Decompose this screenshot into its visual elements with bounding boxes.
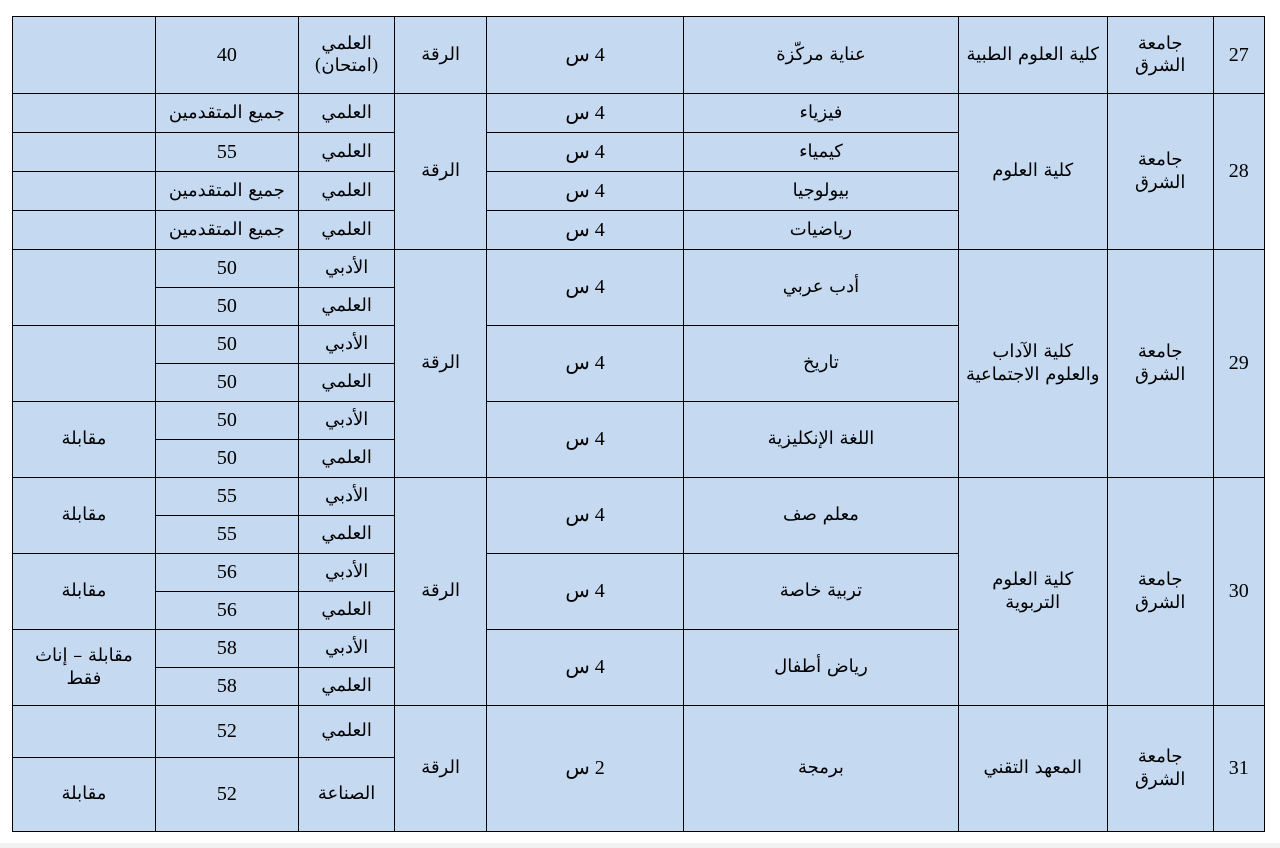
duration-cell: 4 س — [486, 94, 683, 133]
note-cell: مقابلة — [13, 758, 156, 832]
duration-cell: 2 س — [486, 706, 683, 832]
program-cell: بيولوجيا — [684, 172, 958, 211]
page-bottom-strip — [0, 843, 1280, 848]
table-row — [13, 17, 1265, 94]
city-cell: الرقة — [395, 478, 486, 706]
college-cell: كلية العلوم الطبية — [958, 17, 1107, 94]
branch-cell: العلمي — [298, 440, 395, 478]
score-cell: 50 — [155, 440, 298, 478]
university-cell: جامعة الشرق — [1107, 250, 1213, 478]
branch-cell: العلمي — [298, 211, 395, 250]
program-cell: فيزياء — [684, 94, 958, 133]
note-cell — [13, 250, 156, 326]
college-cell: المعهد التقني — [958, 706, 1107, 832]
university-cell: جامعة الشرق — [1107, 17, 1213, 94]
score-cell: 50 — [155, 288, 298, 326]
table-row — [13, 250, 1265, 288]
program-cell: أدب عربي — [684, 250, 958, 326]
branch-cell: العلمي — [298, 364, 395, 402]
branch-cell: العلمي — [298, 668, 395, 706]
duration-cell: 4 س — [486, 478, 683, 554]
university-cell: جامعة الشرق — [1107, 706, 1213, 832]
note-cell — [13, 211, 156, 250]
row-number: 27 — [1213, 17, 1264, 94]
city-cell: الرقة — [395, 17, 486, 94]
branch-cell: الأدبي — [298, 630, 395, 668]
city-cell: الرقة — [395, 706, 486, 832]
branch-cell: الأدبي — [298, 326, 395, 364]
city-cell: الرقة — [395, 94, 486, 250]
university-cell: جامعة الشرق — [1107, 94, 1213, 250]
program-cell: معلم صف — [684, 478, 958, 554]
branch-cell: العلمي — [298, 706, 395, 758]
note-cell — [13, 17, 156, 94]
score-cell: 52 — [155, 758, 298, 832]
college-cell: كلية العلوم التربوية — [958, 478, 1107, 706]
score-cell: 56 — [155, 592, 298, 630]
program-cell: رياض أطفال — [684, 630, 958, 706]
score-cell: 55 — [155, 478, 298, 516]
score-cell: 50 — [155, 364, 298, 402]
branch-cell: الصناعة — [298, 758, 395, 832]
note-cell — [13, 172, 156, 211]
score-cell: جميع المتقدمين — [155, 211, 298, 250]
row-number: 31 — [1213, 706, 1264, 832]
branch-cell: العلمي — [298, 133, 395, 172]
program-cell: تاريخ — [684, 326, 958, 402]
college-cell: كلية الآداب والعلوم الاجتماعية — [958, 250, 1107, 478]
score-cell: 50 — [155, 326, 298, 364]
duration-cell: 4 س — [486, 17, 683, 94]
score-cell: 50 — [155, 402, 298, 440]
duration-cell: 4 س — [486, 172, 683, 211]
program-cell: كيمياء — [684, 133, 958, 172]
score-cell: 50 — [155, 250, 298, 288]
score-cell: 58 — [155, 668, 298, 706]
duration-cell: 4 س — [486, 326, 683, 402]
duration-cell: 4 س — [486, 133, 683, 172]
note-cell: مقابلة — [13, 402, 156, 478]
table-row — [13, 94, 1265, 133]
program-cell: عناية مركّزة — [684, 17, 958, 94]
note-cell — [13, 94, 156, 133]
row-number: 30 — [1213, 478, 1264, 706]
score-cell: 55 — [155, 516, 298, 554]
note-cell — [13, 326, 156, 402]
program-cell: اللغة الإنكليزية — [684, 402, 958, 478]
table-row — [13, 706, 1265, 758]
score-cell: جميع المتقدمين — [155, 94, 298, 133]
branch-cell: العلمي — [298, 592, 395, 630]
note-cell: مقابلة – إناث فقط — [13, 630, 156, 706]
program-cell: رياضيات — [684, 211, 958, 250]
note-cell — [13, 706, 156, 758]
city-cell: الرقة — [395, 250, 486, 478]
admissions-table-container — [12, 16, 1265, 832]
row-number: 28 — [1213, 94, 1264, 250]
college-cell: كلية العلوم — [958, 94, 1107, 250]
branch-cell: العلمي — [298, 172, 395, 211]
branch-cell: العلمي — [298, 516, 395, 554]
duration-cell: 4 س — [486, 402, 683, 478]
branch-cell: الأدبي — [298, 478, 395, 516]
score-cell: 55 — [155, 133, 298, 172]
branch-cell: الأدبي — [298, 554, 395, 592]
duration-cell: 4 س — [486, 211, 683, 250]
duration-cell: 4 س — [486, 250, 683, 326]
note-cell: مقابلة — [13, 554, 156, 630]
note-cell — [13, 133, 156, 172]
branch-cell: العلمي — [298, 288, 395, 326]
program-cell: تربية خاصة — [684, 554, 958, 630]
score-cell: 58 — [155, 630, 298, 668]
score-cell: 52 — [155, 706, 298, 758]
row-number: 29 — [1213, 250, 1264, 478]
table-row — [13, 478, 1265, 516]
duration-cell: 4 س — [486, 630, 683, 706]
score-cell: 40 — [155, 17, 298, 94]
admissions-table — [12, 16, 1265, 832]
branch-cell: العلمي (امتحان) — [298, 17, 395, 94]
note-cell: مقابلة — [13, 478, 156, 554]
score-cell: 56 — [155, 554, 298, 592]
score-cell: جميع المتقدمين — [155, 172, 298, 211]
branch-cell: العلمي — [298, 94, 395, 133]
branch-cell: الأدبي — [298, 250, 395, 288]
branch-cell: الأدبي — [298, 402, 395, 440]
program-cell: برمجة — [684, 706, 958, 832]
duration-cell: 4 س — [486, 554, 683, 630]
university-cell: جامعة الشرق — [1107, 478, 1213, 706]
